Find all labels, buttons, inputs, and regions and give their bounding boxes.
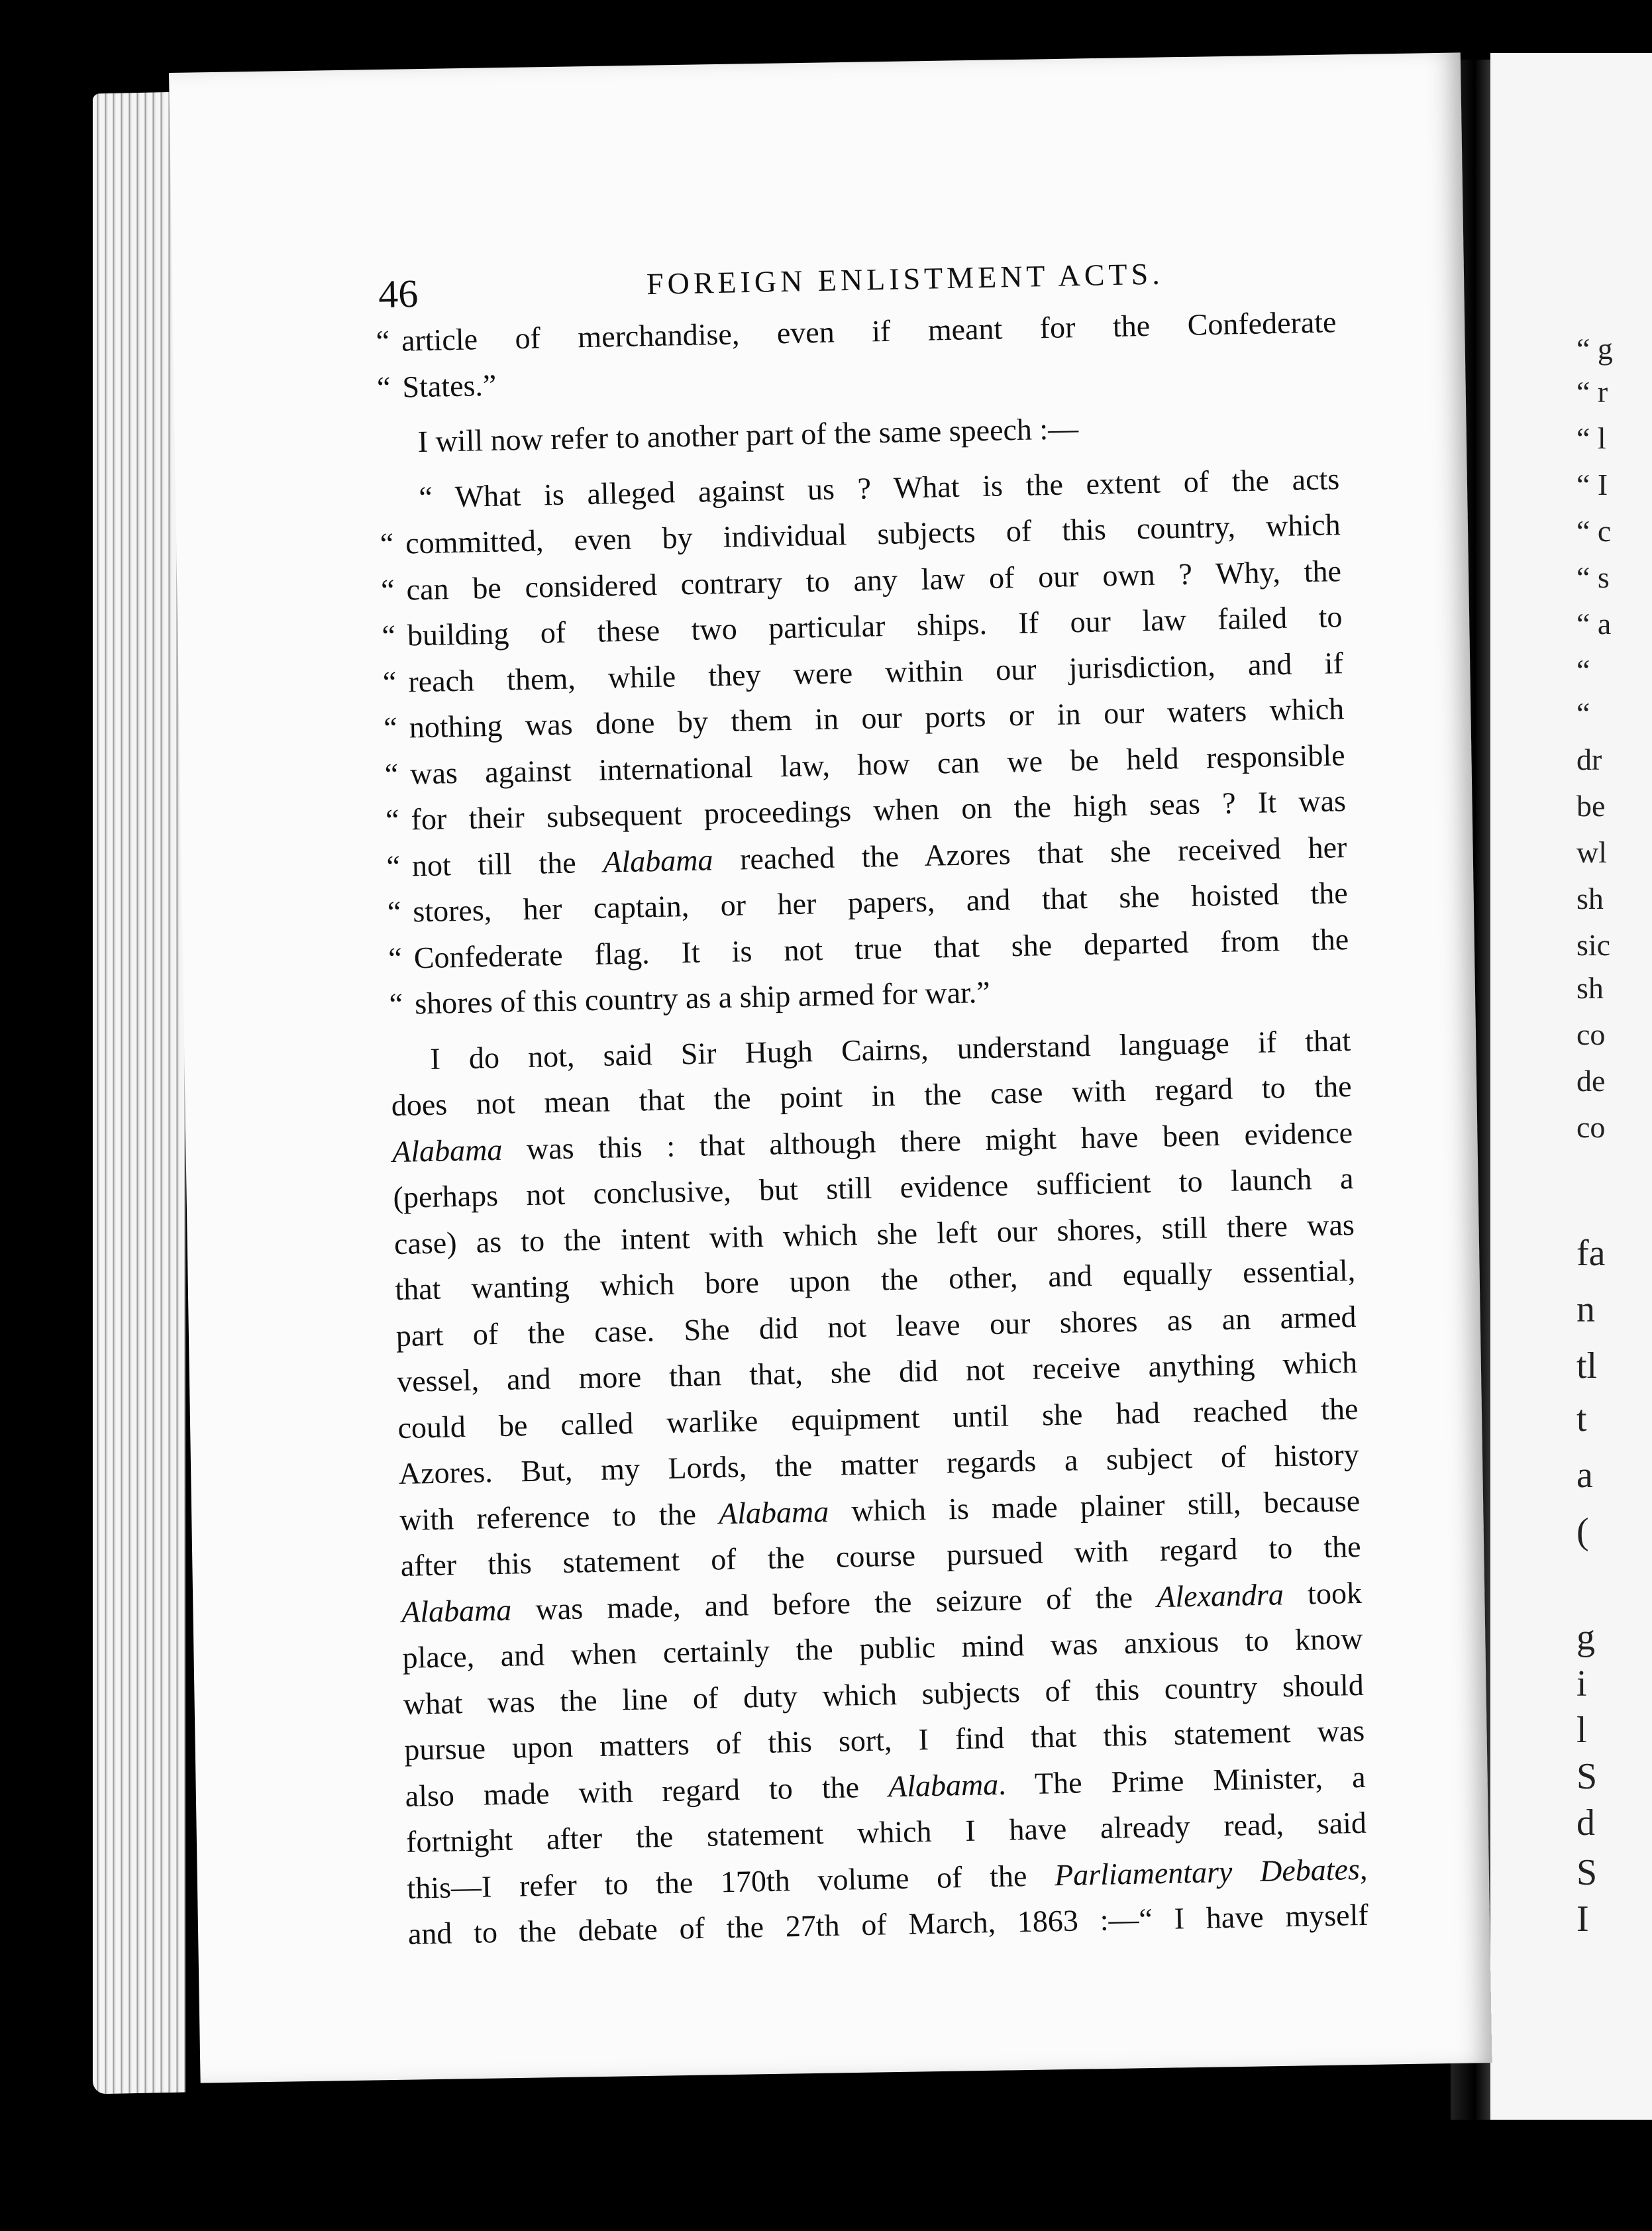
line-text: and to the debate of the 27th of March, 1863 :—“ I have myself: [407, 1897, 1369, 1951]
line-text: nothing was done by them in our ports or in our waters which: [409, 692, 1345, 745]
line-text: Confederate flag. It is not true that she departed from the: [413, 921, 1349, 974]
facing-text-fragment: l: [1576, 1710, 1587, 1751]
facing-text-fragment: i: [1576, 1663, 1587, 1704]
quote-mark: “: [389, 986, 403, 1021]
running-title: FOREIGN ENLISTMENT ACTS.: [646, 256, 1164, 301]
line-text: place, and when certainly the public mind was anxious to know: [402, 1621, 1363, 1675]
line-text: committed, even by individual subjects of this country, which: [405, 507, 1341, 560]
facing-text-fragment: wl: [1576, 835, 1607, 869]
facing-text-fragment: (: [1576, 1511, 1589, 1552]
facing-text-fragment: dr: [1576, 743, 1602, 776]
facing-text-fragment: “ a: [1576, 607, 1612, 641]
line-text: Azores. But, my Lords, the matter regards a subject of history: [398, 1437, 1360, 1491]
facing-text-fragment: sh: [1576, 882, 1604, 915]
quote-mark: “: [383, 710, 398, 745]
line-text: stores, her captain, or her papers, and that she hoisted the: [412, 876, 1349, 929]
line-text: States.”: [401, 368, 497, 404]
facing-text-fragment: S: [1576, 1756, 1598, 1797]
line-text: vessel, and more than that, she did not receive anything which: [396, 1345, 1358, 1399]
line-text: pursue upon matters of this sort, I find that this statement was: [403, 1713, 1365, 1767]
line-text: not till the Alabama reached the Azores that she received her: [411, 829, 1347, 882]
facing-text-fragment: be: [1576, 789, 1606, 823]
facing-text-fragment: S: [1576, 1852, 1598, 1893]
facing-text-fragment: “ s: [1576, 560, 1610, 594]
quote-mark: “: [386, 849, 401, 883]
line-text: I do not, said Sir Hugh Cairns, understand language if that: [429, 1023, 1351, 1076]
facing-text-fragment: I: [1576, 1898, 1589, 1940]
line-text: reach them, while they were within our jurisdiction, and if: [407, 645, 1344, 698]
facing-text-fragment: tl: [1576, 1345, 1598, 1386]
line-text: article of merchandise, even if meant for the Confederate: [401, 305, 1337, 358]
facing-text-fragment: “ g: [1576, 332, 1613, 366]
line-text: Alabama was this : that although there might have been evidence: [391, 1115, 1353, 1168]
quote-mark: “: [382, 664, 397, 699]
facing-text-fragment: fa: [1576, 1233, 1606, 1274]
line-text: this—I refer to the 170th volume of the Parliamentary Debates,: [407, 1851, 1368, 1905]
quote-mark: “: [380, 572, 395, 607]
line-text: fortnight after the statement which I have already read, said: [405, 1805, 1367, 1859]
line-text: does not mean that the point in the case with regard to the: [391, 1069, 1353, 1123]
quote-mark: “: [382, 618, 396, 653]
line-text: “ What is alleged against us ? What is the extent of the acts: [418, 461, 1340, 514]
line-text: with reference to the Alabama which is made plainer still, because: [399, 1483, 1361, 1537]
facing-page: [1490, 53, 1652, 2120]
line-text: building of these two particular ships. If our law failed to: [407, 599, 1343, 652]
line-text: shores of this country as a ship armed for war.”: [414, 974, 991, 1021]
line-text: could be called warlike equipment until she had reached the: [397, 1391, 1359, 1445]
quote-mark: “: [385, 802, 400, 837]
facing-text-fragment: “ c: [1576, 514, 1612, 548]
facing-text-fragment: co: [1576, 1017, 1606, 1051]
line-text: that wanting which bore upon the other, and equally essential,: [394, 1253, 1356, 1307]
facing-text-fragment: “: [1576, 653, 1590, 687]
line-text: Alabama was made, and before the seizure of the Alexandra took: [401, 1575, 1363, 1629]
line-text: for their subsequent proceedings when on the high seas ? It was: [411, 784, 1347, 837]
page-content: [222, 233, 1392, 1960]
facing-text-fragment: sic: [1576, 928, 1611, 962]
facing-text-fragment: sh: [1576, 971, 1604, 1005]
line-text: what was the line of duty which subjects of this country should: [403, 1667, 1365, 1721]
facing-text-fragment: co: [1576, 1110, 1606, 1144]
page-edges: [93, 92, 185, 2095]
quote-mark: “: [387, 941, 403, 975]
facing-text-fragment: “ r: [1576, 375, 1608, 409]
facing-text-fragment: a: [1576, 1455, 1593, 1496]
line-text: can be considered contrary to any law of our own ? Why, the: [406, 553, 1342, 607]
quote-mark: “: [376, 323, 390, 358]
line-text: after this statement of the course pursued with regard to the: [400, 1529, 1361, 1582]
quote-mark: “: [376, 370, 391, 404]
facing-text-fragment: d: [1576, 1802, 1595, 1843]
line-text: part of the case. She did not leave our shores as an armed: [395, 1299, 1357, 1353]
facing-text-fragment: de: [1576, 1064, 1606, 1098]
quote-mark: “: [384, 756, 399, 791]
quote-mark: “: [380, 526, 394, 561]
facing-text-fragment: “: [1576, 696, 1590, 730]
facing-text-fragment: t: [1576, 1398, 1587, 1439]
line-text: I will now refer to another part of the same speech :—: [417, 411, 1079, 459]
line-text: (perhaps not conclusive, but still evidence sufficient to launch a: [393, 1161, 1354, 1215]
facing-text-fragment: n: [1576, 1289, 1595, 1330]
line-text: case) as to the intent with which she left our shores, still there was: [393, 1207, 1355, 1261]
facing-text-fragment: “ I: [1576, 468, 1608, 501]
quote-mark: “: [387, 894, 401, 929]
line-text: also made with regard to the Alabama. The Prime Minister, a: [405, 1759, 1366, 1813]
page-number: 46: [378, 272, 419, 317]
facing-text-fragment: g: [1576, 1617, 1595, 1658]
body-text: [376, 299, 1368, 1957]
line-text: was against international law, how can we be held responsible: [409, 737, 1345, 790]
facing-text-fragment: “ l: [1576, 421, 1606, 455]
